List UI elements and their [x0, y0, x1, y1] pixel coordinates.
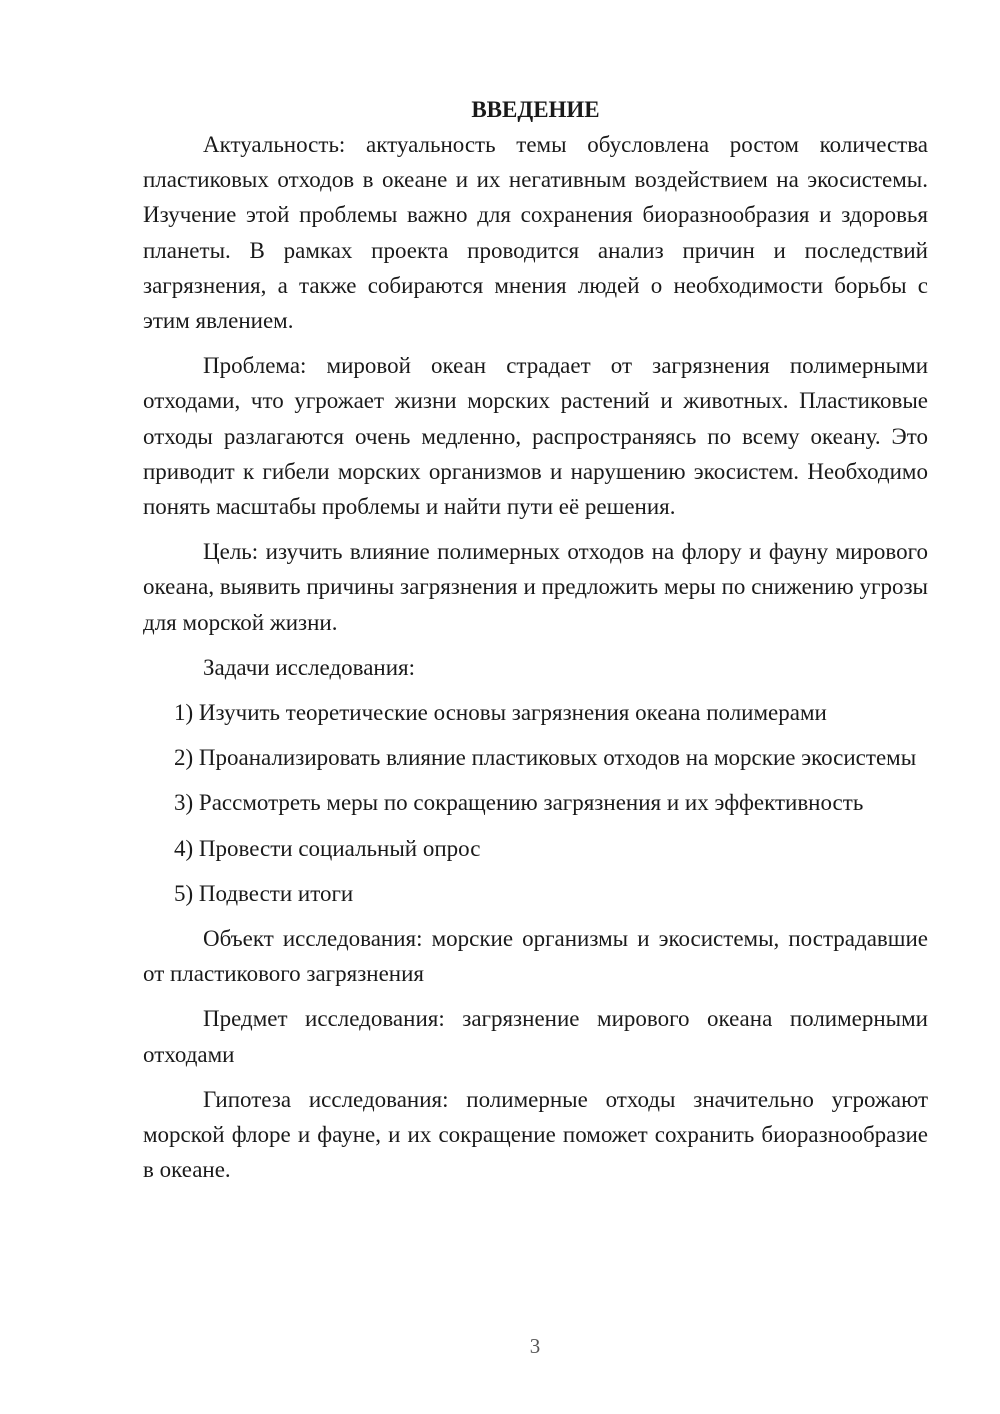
paragraph-hypothesis: Гипотеза исследования: полимерные отходы значительно угрожают морской флоре и фауне, и их сокращение поможет сохранить биоразнообразие в океане.: [143, 1086, 928, 1183]
paragraph-problem: Проблема: мировой океан страдает от загрязнения полимерными отходами, что угрожает жизни морских растений и животных. Пластиковые отходы разлагаются очень медленно, распространяясь по всему океану. Это приводит к гибели морских организмов и нарушению экосистем. Необходимо понять масштабы проблемы и найти пути её решения.: [143, 353, 928, 520]
task-item-4: 4) Провести социальный опрос: [174, 835, 481, 861]
paragraph-tasks-heading: Задачи исследования:: [203, 654, 416, 680]
document-body: [143, 92, 928, 1197]
task-item-2: 2) Проанализировать влияние пластиковых отходов на морские экосистемы: [174, 745, 917, 771]
paragraph-relevance: Актуальность: актуальность темы обусловлена ростом количества пластиковых отходов в океане и их негативным воздействием на экосистемы. Изучение этой проблемы важно для сохранения биоразнообразия и здоровья планеты. В рамках проекта проводится анализ причин и последствий загрязнения, а также собираются мнения людей о необходимости борьбы с этим явлением.: [143, 132, 928, 334]
paragraph-subject: Предмет исследования: загрязнение мирового океана полимерными отходами: [143, 1006, 928, 1067]
paragraph-goal: Цель: изучить влияние полимерных отходов на флору и фауну мирового океана, выявить причины загрязнения и предложить меры по снижению угрозы для морской жизни.: [143, 539, 928, 635]
page-title: ВВЕДЕНИЕ: [471, 97, 600, 122]
task-item-5: 5) Подвести итоги: [174, 880, 354, 906]
page-number: 3: [529, 1334, 541, 1358]
task-item-3: 3) Рассмотреть меры по сокращению загрязнения и их эффективность: [174, 790, 864, 816]
task-item-1: 1) Изучить теоретические основы загрязнения океана полимерами: [174, 700, 827, 726]
paragraph-object: Объект исследования: морские организмы и экосистемы, пострадавшие от пластикового загрязнения: [143, 926, 928, 987]
